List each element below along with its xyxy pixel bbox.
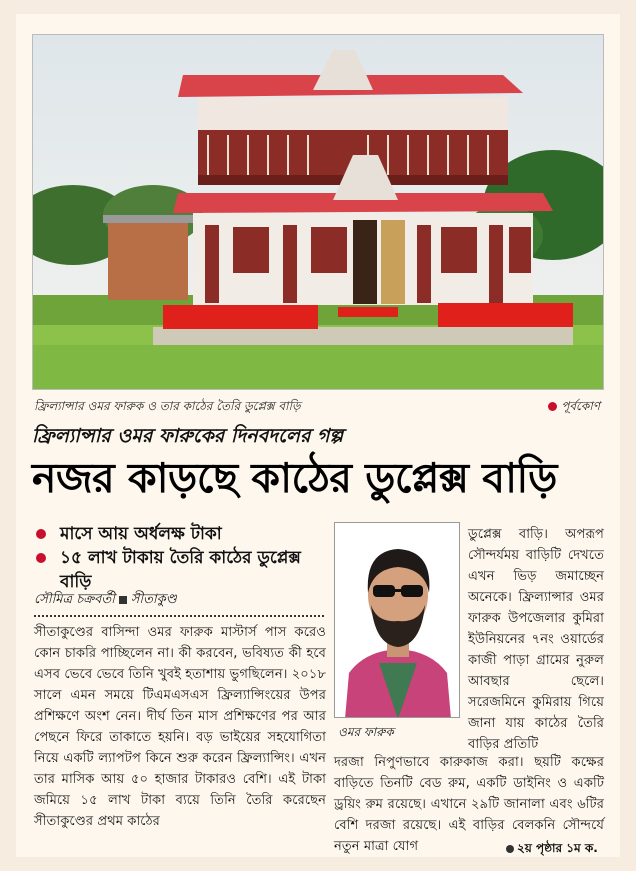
credit-dot-icon — [548, 402, 557, 411]
separator-icon — [119, 596, 127, 604]
jump-dot-icon — [506, 845, 514, 853]
duplex-wooden-house-icon — [33, 35, 604, 390]
highlights — [34, 522, 334, 594]
article-body-left: সীতাকুণ্ডের বাসিন্দা ওমর ফারুক মাস্টার্স পাস করেও কোন চাকরি পাচ্ছিলেন না। কী করবেন, ভবিষ্যত কী হবে এসব ভেবে ভেবে তিনি খুবই হতাশায় ভুগছিলেন। ২০১৮ সালে এমন সময়ে টিএমএসএস ফ্রিল্যান্সিংয়ের উপর প্রশিক্ষণে অংশ নেন। দীর্ঘ তিন মাস প্রশিক্ষণের পর আর পেছনে ফিরে তাকাতে হয়নি। বড় ভাইয়ের সহযোগিতা নিয়ে একটি ল্যাপটপ কিনে শুরু করেন ফ্রিল্যান্সিং। এখন তার মাসিক আয় ৫০ হাজার টাকারও বেশি। এই টাকা জমিয়ে ১৫ লাখ টাকা ব্যয়ে তিনি তৈরি করেছেন সীতাকুণ্ডের প্রথম কাঠের — [34, 625, 326, 829]
continued-on — [506, 840, 598, 860]
highlight-item — [34, 546, 334, 594]
highlight-text: মাসে আয় অর্ধলক্ষ টাকা — [60, 524, 222, 544]
man-portrait-icon — [335, 523, 460, 718]
credit-text: পূর্বকোণ — [561, 399, 600, 413]
article-body-right: ডুপ্লেক্স বাড়ি। অপরূপ সৌন্দর্যময় বাড়িটি দেখতে এখন ভিড় জমাচ্ছেন অনেকে। ফ্রিল্যান্সার ওমর ফারুক উপজেলার কুমিরা ইউনিয়নের ৭নং ওয়ার্ডের কাজী পাড়া গ্রামের নুরুল আবছার ছেলে। সরেজমিনে কুমিরায় গিয়ে জানা যায় কাঠের তৈরি বাড়ির প্রতিটি — [468, 527, 604, 752]
photo-caption — [32, 396, 604, 416]
author: সৌমিত্র চক্রবর্তী — [34, 592, 115, 607]
duplex-house-photo — [32, 34, 604, 390]
portrait-photo — [334, 522, 460, 718]
bullet-icon — [36, 553, 46, 563]
jump-text: ২য় পৃষ্ঠার ১ম ক. — [517, 841, 598, 855]
portrait-caption: ওমর ফারুক — [338, 725, 394, 739]
byline — [34, 590, 324, 617]
highlight-item — [34, 522, 334, 546]
headline: নজর কাড়ছে কাঠের ডুপ্লেক্স বাড়ি — [32, 454, 557, 502]
photo-credit — [548, 398, 600, 418]
caption-text: ফ্রিল্যান্সার ওমর ফারুক ও তার কাঠের তৈরি ডুপ্লেক্স বাড়ি — [34, 399, 301, 413]
highlight-text: ১৫ লাখ টাকায় তৈরি কাঠের ডুপ্লেক্স বাড়ি — [60, 548, 301, 592]
dateline: সীতাকুণ্ড — [130, 592, 177, 607]
article-body-bottom: দরজা নিপুণভাবে কারুকাজ করা। ছয়টি কক্ষের বাড়িতে তিনটি বেড রুম, একটি ডাইনিং ও একটি ড্রয়িং রুম রয়েছে। এখানে ২৯টি জানালা এবং ৬টির বেশি দরজা রয়েছে। এই বাড়ির বেলকনি সৌন্দর্যে নতুন মাত্রা যোগ — [334, 755, 604, 854]
bullet-icon — [36, 529, 46, 539]
kicker: ফ্রিল্যান্সার ওমর ফারুকের দিনবদলের গল্প — [32, 425, 344, 447]
newspaper-clipping — [16, 14, 620, 857]
